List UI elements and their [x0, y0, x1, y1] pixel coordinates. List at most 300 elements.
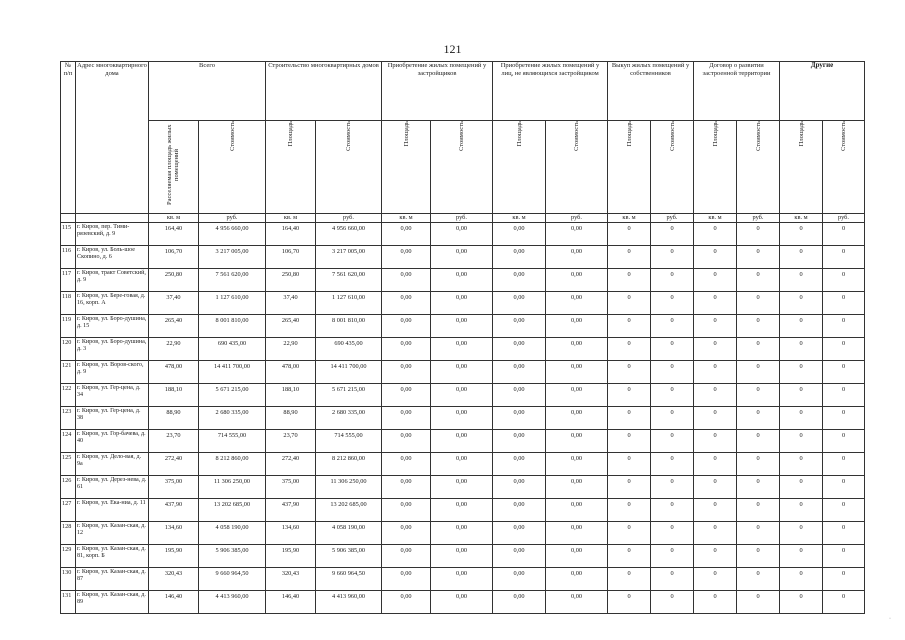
cell-area: 0,00: [493, 361, 546, 384]
cell-area: 0: [694, 223, 737, 246]
cell-area: 0,00: [382, 338, 431, 361]
cell-area: 478,00: [149, 361, 199, 384]
subheader-cost: Стоимость: [573, 121, 581, 151]
cell-cost: 0: [823, 407, 865, 430]
header-other: Другие: [780, 62, 865, 121]
cell-cost: 4 058 190,00: [199, 522, 266, 545]
cell-cost: 0: [823, 453, 865, 476]
cell-cost: 0: [823, 430, 865, 453]
row-number: 121: [61, 361, 76, 384]
table-row: [61, 269, 865, 292]
cell-cost: 2 680 335,00: [199, 407, 266, 430]
cell-area: 106,70: [149, 246, 199, 269]
subheader-resettled-area: Расселяемая площадь жилых помещений: [165, 124, 180, 206]
cell-cost: 0,00: [431, 568, 493, 591]
cell-area: 320,43: [149, 568, 199, 591]
cell-area: 0,00: [382, 292, 431, 315]
cell-area: 0,00: [382, 430, 431, 453]
table-row: [61, 545, 865, 568]
cell-cost: 0: [737, 269, 780, 292]
header-sub-row: [61, 121, 865, 214]
cell-cost: 11 306 250,00: [316, 476, 382, 499]
row-address: г. Киров, ул. Воров-ского, д. 9: [76, 361, 149, 384]
cell-cost: 0,00: [546, 361, 608, 384]
cell-cost: 0: [651, 384, 694, 407]
unit-area: кв. м: [694, 214, 737, 223]
cell-cost: 0: [737, 246, 780, 269]
table-row: [61, 384, 865, 407]
unit-area: кв. м: [382, 214, 431, 223]
cell-area: 0,00: [493, 269, 546, 292]
cell-area: 0,00: [382, 361, 431, 384]
cell-cost: 0,00: [546, 568, 608, 591]
header-purchase-developers: Приобретение жилых помещений у застройщиков: [382, 62, 493, 121]
cell-cost: 0: [823, 315, 865, 338]
cell-cost: 714 555,00: [199, 430, 266, 453]
row-number: 117: [61, 269, 76, 292]
unit-cost: руб.: [199, 214, 266, 223]
unit-area: кв. м: [608, 214, 651, 223]
cell-area: 0,00: [493, 246, 546, 269]
cell-area: 272,40: [149, 453, 199, 476]
cell-cost: 7 561 620,00: [199, 269, 266, 292]
cell-cost: 0: [823, 476, 865, 499]
subheader-area: Площадь: [797, 121, 805, 147]
subheader-cost: Стоимость: [840, 121, 848, 151]
cell-area: 265,40: [149, 315, 199, 338]
row-address: г. Киров, ул. Казан-ская, д. 81, корп. Б: [76, 545, 149, 568]
cell-area: 0: [780, 545, 823, 568]
subheader-area: Площадь: [402, 121, 410, 147]
row-number: 123: [61, 407, 76, 430]
cell-area: 0,00: [493, 499, 546, 522]
row-address: г. Киров, ул. Боро-душина, д. 3: [76, 338, 149, 361]
cell-cost: 0,00: [431, 545, 493, 568]
cell-cost: 0,00: [546, 453, 608, 476]
cell-area: 0: [608, 315, 651, 338]
cell-area: 250,80: [149, 269, 199, 292]
cell-cost: 0: [737, 568, 780, 591]
resettlement-table: [60, 61, 865, 614]
row-address: г. Киров, ул. Казан-ская, д. 89: [76, 591, 149, 614]
cell-area: 0: [608, 430, 651, 453]
subheader-area: Площадь: [287, 121, 295, 147]
cell-area: 0,00: [493, 292, 546, 315]
cell-area: 0,00: [382, 384, 431, 407]
header-total: Всего: [149, 62, 266, 121]
cell-area: 0,00: [382, 223, 431, 246]
table-row: [61, 292, 865, 315]
cell-cost: 0: [823, 522, 865, 545]
cell-area: 0: [694, 315, 737, 338]
header-purchase-non-developers: Приобретение жилых помещений у лиц, не являющихся застройщиком: [493, 62, 608, 121]
cell-area: 0,00: [382, 476, 431, 499]
cell-cost: 0: [651, 315, 694, 338]
cell-area: 0: [694, 292, 737, 315]
cell-area: 88,90: [149, 407, 199, 430]
row-number: 115: [61, 223, 76, 246]
cell-cost: 0: [651, 269, 694, 292]
cell-area: 37,40: [266, 292, 316, 315]
cell-area: 0: [608, 545, 651, 568]
table-row: [61, 476, 865, 499]
row-address: г. Киров, ул. Бере-говая, д. 16, корп. А: [76, 292, 149, 315]
cell-cost: 0: [823, 384, 865, 407]
cell-area: 0,00: [382, 315, 431, 338]
cell-area: 0: [694, 430, 737, 453]
cell-cost: 0: [823, 223, 865, 246]
cell-area: 0: [694, 246, 737, 269]
cell-area: 0,00: [382, 591, 431, 614]
row-number: 118: [61, 292, 76, 315]
cell-cost: 0,00: [431, 407, 493, 430]
cell-cost: 0: [737, 338, 780, 361]
cell-area: 0,00: [382, 269, 431, 292]
row-number: 131: [61, 591, 76, 614]
cell-cost: 9 660 964,50: [316, 568, 382, 591]
cell-cost: 14 411 700,00: [316, 361, 382, 384]
cell-cost: 0: [823, 568, 865, 591]
cell-area: 320,43: [266, 568, 316, 591]
cell-cost: 0: [823, 246, 865, 269]
cell-cost: 0,00: [431, 269, 493, 292]
header-group-row: [61, 62, 865, 121]
cell-cost: 0,00: [431, 246, 493, 269]
cell-area: 0,00: [493, 315, 546, 338]
cell-area: 0: [780, 361, 823, 384]
cell-area: 0: [780, 430, 823, 453]
cell-cost: 0: [651, 430, 694, 453]
cell-area: 0,00: [382, 407, 431, 430]
row-address: г. Киров, пер. Тими-рязевский, д. 9: [76, 223, 149, 246]
cell-area: 188,10: [266, 384, 316, 407]
cell-area: 0: [608, 591, 651, 614]
cell-area: 106,70: [266, 246, 316, 269]
cell-area: 0: [608, 338, 651, 361]
row-address: г. Киров, ул. Ека-ниа, д. 11: [76, 499, 149, 522]
cell-area: 0: [780, 476, 823, 499]
cell-area: 0: [608, 476, 651, 499]
cell-cost: 690 435,00: [316, 338, 382, 361]
cell-cost: 5 671 215,00: [199, 384, 266, 407]
cell-cost: 0,00: [431, 522, 493, 545]
cell-cost: 2 680 335,00: [316, 407, 382, 430]
cell-cost: 3 217 005,00: [316, 246, 382, 269]
cell-cost: 0: [651, 223, 694, 246]
cell-cost: 3 217 005,00: [199, 246, 266, 269]
cell-cost: 0: [651, 476, 694, 499]
cell-cost: 1 127 610,00: [199, 292, 266, 315]
cell-cost: 0,00: [546, 246, 608, 269]
header-address: Адрес многоквартирного дома: [76, 62, 149, 214]
cell-area: 0: [694, 384, 737, 407]
table-row: [61, 430, 865, 453]
cell-cost: 0,00: [431, 384, 493, 407]
cell-cost: 0: [737, 522, 780, 545]
page-number: 121: [443, 42, 462, 56]
subheader-area: Площадь: [711, 121, 719, 147]
cell-cost: 0,00: [431, 476, 493, 499]
table-row: [61, 315, 865, 338]
cell-area: 37,40: [149, 292, 199, 315]
cell-cost: 0: [651, 591, 694, 614]
cell-area: 250,80: [266, 269, 316, 292]
cell-cost: 0: [823, 292, 865, 315]
cell-cost: 5 906 385,00: [316, 545, 382, 568]
cell-cost: 4 058 190,00: [316, 522, 382, 545]
cell-area: 0,00: [382, 453, 431, 476]
cell-area: 0: [694, 568, 737, 591]
subheader-area: Площадь: [625, 121, 633, 147]
cell-area: 0: [694, 591, 737, 614]
row-number: 119: [61, 315, 76, 338]
unit-area: кв. м: [780, 214, 823, 223]
cell-cost: 0,00: [431, 499, 493, 522]
table-row: [61, 453, 865, 476]
cell-area: 0: [780, 453, 823, 476]
row-number: 120: [61, 338, 76, 361]
cell-cost: 4 956 660,00: [199, 223, 266, 246]
cell-cost: 0: [737, 361, 780, 384]
cell-area: 0: [694, 361, 737, 384]
cell-cost: 0,00: [546, 430, 608, 453]
row-number: 124: [61, 430, 76, 453]
cell-area: 0: [608, 384, 651, 407]
cell-area: 195,90: [266, 545, 316, 568]
cell-cost: 8 001 810,00: [316, 315, 382, 338]
row-address: г. Киров, ул. Боль-шое Скопино, д. 6: [76, 246, 149, 269]
cell-cost: 8 212 860,00: [316, 453, 382, 476]
row-address: г. Киров, ул. Казан-ская, д. 12: [76, 522, 149, 545]
cell-area: 0,00: [493, 453, 546, 476]
cell-cost: 0,00: [546, 522, 608, 545]
cell-cost: 0: [651, 545, 694, 568]
cell-area: 0,00: [382, 545, 431, 568]
cell-area: 0: [780, 568, 823, 591]
row-number: 127: [61, 499, 76, 522]
cell-area: 0,00: [493, 568, 546, 591]
cell-cost: 0: [737, 315, 780, 338]
table-row: [61, 407, 865, 430]
cell-cost: 0: [737, 384, 780, 407]
cell-cost: 9 660 964,50: [199, 568, 266, 591]
cell-cost: 0: [651, 453, 694, 476]
cell-cost: 0: [737, 545, 780, 568]
unit-cost: руб.: [737, 214, 780, 223]
cell-cost: 13 202 685,00: [199, 499, 266, 522]
cell-cost: 714 555,00: [316, 430, 382, 453]
cell-cost: 0,00: [546, 499, 608, 522]
cell-cost: 0,00: [546, 407, 608, 430]
table-row: [61, 568, 865, 591]
cell-area: 0,00: [493, 384, 546, 407]
header-buyout-owners: Выкуп жилых помещений у собственников: [608, 62, 694, 121]
row-address: г. Киров, ул. Гор-бачева, д. 40: [76, 430, 149, 453]
cell-area: 0: [780, 269, 823, 292]
cell-area: 478,00: [266, 361, 316, 384]
cell-cost: 0: [737, 292, 780, 315]
cell-cost: 0: [823, 591, 865, 614]
row-number: 130: [61, 568, 76, 591]
cell-cost: 0: [651, 361, 694, 384]
unit-cost: руб.: [651, 214, 694, 223]
cell-area: 88,90: [266, 407, 316, 430]
cell-area: 0: [694, 499, 737, 522]
cell-cost: 0,00: [546, 591, 608, 614]
cell-area: 0: [780, 407, 823, 430]
table-body: [61, 223, 865, 614]
cell-cost: 0: [651, 499, 694, 522]
cell-cost: 0,00: [546, 223, 608, 246]
row-address: г. Киров, тракт Советский, д. 9: [76, 269, 149, 292]
cell-area: 0: [780, 522, 823, 545]
cell-cost: 0: [823, 499, 865, 522]
row-address: г. Киров, ул. Гер-цена, д. 34: [76, 384, 149, 407]
header-territory-agreement: Договор о развитии застроенной территории: [694, 62, 780, 121]
cell-cost: 0: [823, 338, 865, 361]
cell-area: 272,40: [266, 453, 316, 476]
cell-cost: 0: [737, 430, 780, 453]
cell-area: 23,70: [266, 430, 316, 453]
cell-cost: 4 413 960,00: [199, 591, 266, 614]
cell-area: 265,40: [266, 315, 316, 338]
cell-area: 0: [780, 223, 823, 246]
cell-area: 134,60: [266, 522, 316, 545]
table-row: [61, 338, 865, 361]
cell-cost: 0,00: [546, 315, 608, 338]
cell-area: 0: [694, 545, 737, 568]
cell-cost: 0,00: [431, 338, 493, 361]
row-address: г. Киров, ул. Боро-душина, д. 15: [76, 315, 149, 338]
cell-cost: 0: [823, 545, 865, 568]
cell-area: 0,00: [382, 246, 431, 269]
header-idx: № п/п: [61, 62, 76, 214]
cell-area: 375,00: [266, 476, 316, 499]
cell-area: 0: [780, 292, 823, 315]
cell-area: 0,00: [493, 338, 546, 361]
subheader-cost: Стоимость: [458, 121, 466, 151]
row-address: г. Киров, ул. Дело-вая, д. 9а: [76, 453, 149, 476]
cell-cost: 690 435,00: [199, 338, 266, 361]
cell-area: 146,40: [149, 591, 199, 614]
cell-cost: 0: [651, 338, 694, 361]
cell-cost: 5 906 385,00: [199, 545, 266, 568]
unit-area: кв. м: [493, 214, 546, 223]
cell-cost: 4 956 660,00: [316, 223, 382, 246]
cell-cost: 0,00: [431, 430, 493, 453]
cell-cost: 0,00: [546, 269, 608, 292]
cell-cost: 1 127 610,00: [316, 292, 382, 315]
cell-area: 0,00: [493, 522, 546, 545]
cell-cost: 14 411 700,00: [199, 361, 266, 384]
cell-area: 0,00: [382, 522, 431, 545]
cell-area: 0: [780, 338, 823, 361]
cell-cost: 0,00: [431, 315, 493, 338]
cell-cost: 7 561 620,00: [316, 269, 382, 292]
cell-area: 164,40: [149, 223, 199, 246]
cell-cost: 0: [823, 361, 865, 384]
cell-cost: 0: [651, 522, 694, 545]
cell-cost: 0: [651, 246, 694, 269]
table-row: [61, 246, 865, 269]
cell-area: 0: [608, 568, 651, 591]
cell-area: 0,00: [493, 591, 546, 614]
cell-area: 0: [608, 499, 651, 522]
cell-cost: 0: [651, 407, 694, 430]
row-number: 128: [61, 522, 76, 545]
cell-cost: 5 671 215,00: [316, 384, 382, 407]
cell-cost: 0,00: [431, 223, 493, 246]
cell-cost: 4 413 960,00: [316, 591, 382, 614]
cell-area: 437,90: [149, 499, 199, 522]
cell-area: 0: [780, 499, 823, 522]
unit-area: кв. м: [149, 214, 199, 223]
cell-cost: 0: [737, 476, 780, 499]
table-row: [61, 522, 865, 545]
cell-area: 437,90: [266, 499, 316, 522]
row-number: 125: [61, 453, 76, 476]
cell-cost: 0: [737, 453, 780, 476]
cell-cost: 8 001 810,00: [199, 315, 266, 338]
cell-area: 134,60: [149, 522, 199, 545]
cell-area: 0: [608, 453, 651, 476]
cell-area: 0: [780, 384, 823, 407]
cell-cost: 0: [823, 269, 865, 292]
table-row: [61, 223, 865, 246]
row-number: 126: [61, 476, 76, 499]
cell-cost: 0,00: [546, 476, 608, 499]
cell-area: 0: [780, 246, 823, 269]
cell-cost: 8 212 860,00: [199, 453, 266, 476]
cell-cost: 0,00: [431, 292, 493, 315]
cell-area: 0: [694, 522, 737, 545]
cell-area: 0,00: [493, 407, 546, 430]
cell-area: 0: [608, 292, 651, 315]
row-number: 122: [61, 384, 76, 407]
cell-area: 0,00: [493, 545, 546, 568]
cell-cost: 0,00: [546, 384, 608, 407]
unit-cost: руб.: [316, 214, 382, 223]
cell-area: 375,00: [149, 476, 199, 499]
table-row: [61, 591, 865, 614]
cell-area: 164,40: [266, 223, 316, 246]
cell-area: 0,00: [493, 430, 546, 453]
subheader-area: Площадь: [515, 121, 523, 147]
cell-area: 0: [694, 407, 737, 430]
cell-area: 0: [608, 246, 651, 269]
cell-area: 23,70: [149, 430, 199, 453]
cell-cost: 0: [737, 223, 780, 246]
cell-cost: 13 202 685,00: [316, 499, 382, 522]
unit-area: кв. м: [266, 214, 316, 223]
table-row: [61, 499, 865, 522]
cell-area: 0,00: [382, 499, 431, 522]
cell-area: 22,90: [149, 338, 199, 361]
cell-area: 0: [608, 361, 651, 384]
scan-mark: ·: [889, 616, 891, 622]
cell-area: 0: [694, 476, 737, 499]
cell-cost: 0,00: [431, 361, 493, 384]
cell-area: 0: [694, 269, 737, 292]
unit-cost: руб.: [431, 214, 493, 223]
row-number: 116: [61, 246, 76, 269]
subheader-cost: Стоимость: [668, 121, 676, 151]
cell-cost: 0,00: [546, 292, 608, 315]
header-construction: Строительство многоквартирных домов: [266, 62, 382, 121]
cell-cost: 0: [651, 568, 694, 591]
cell-area: 0: [608, 522, 651, 545]
cell-area: 188,10: [149, 384, 199, 407]
